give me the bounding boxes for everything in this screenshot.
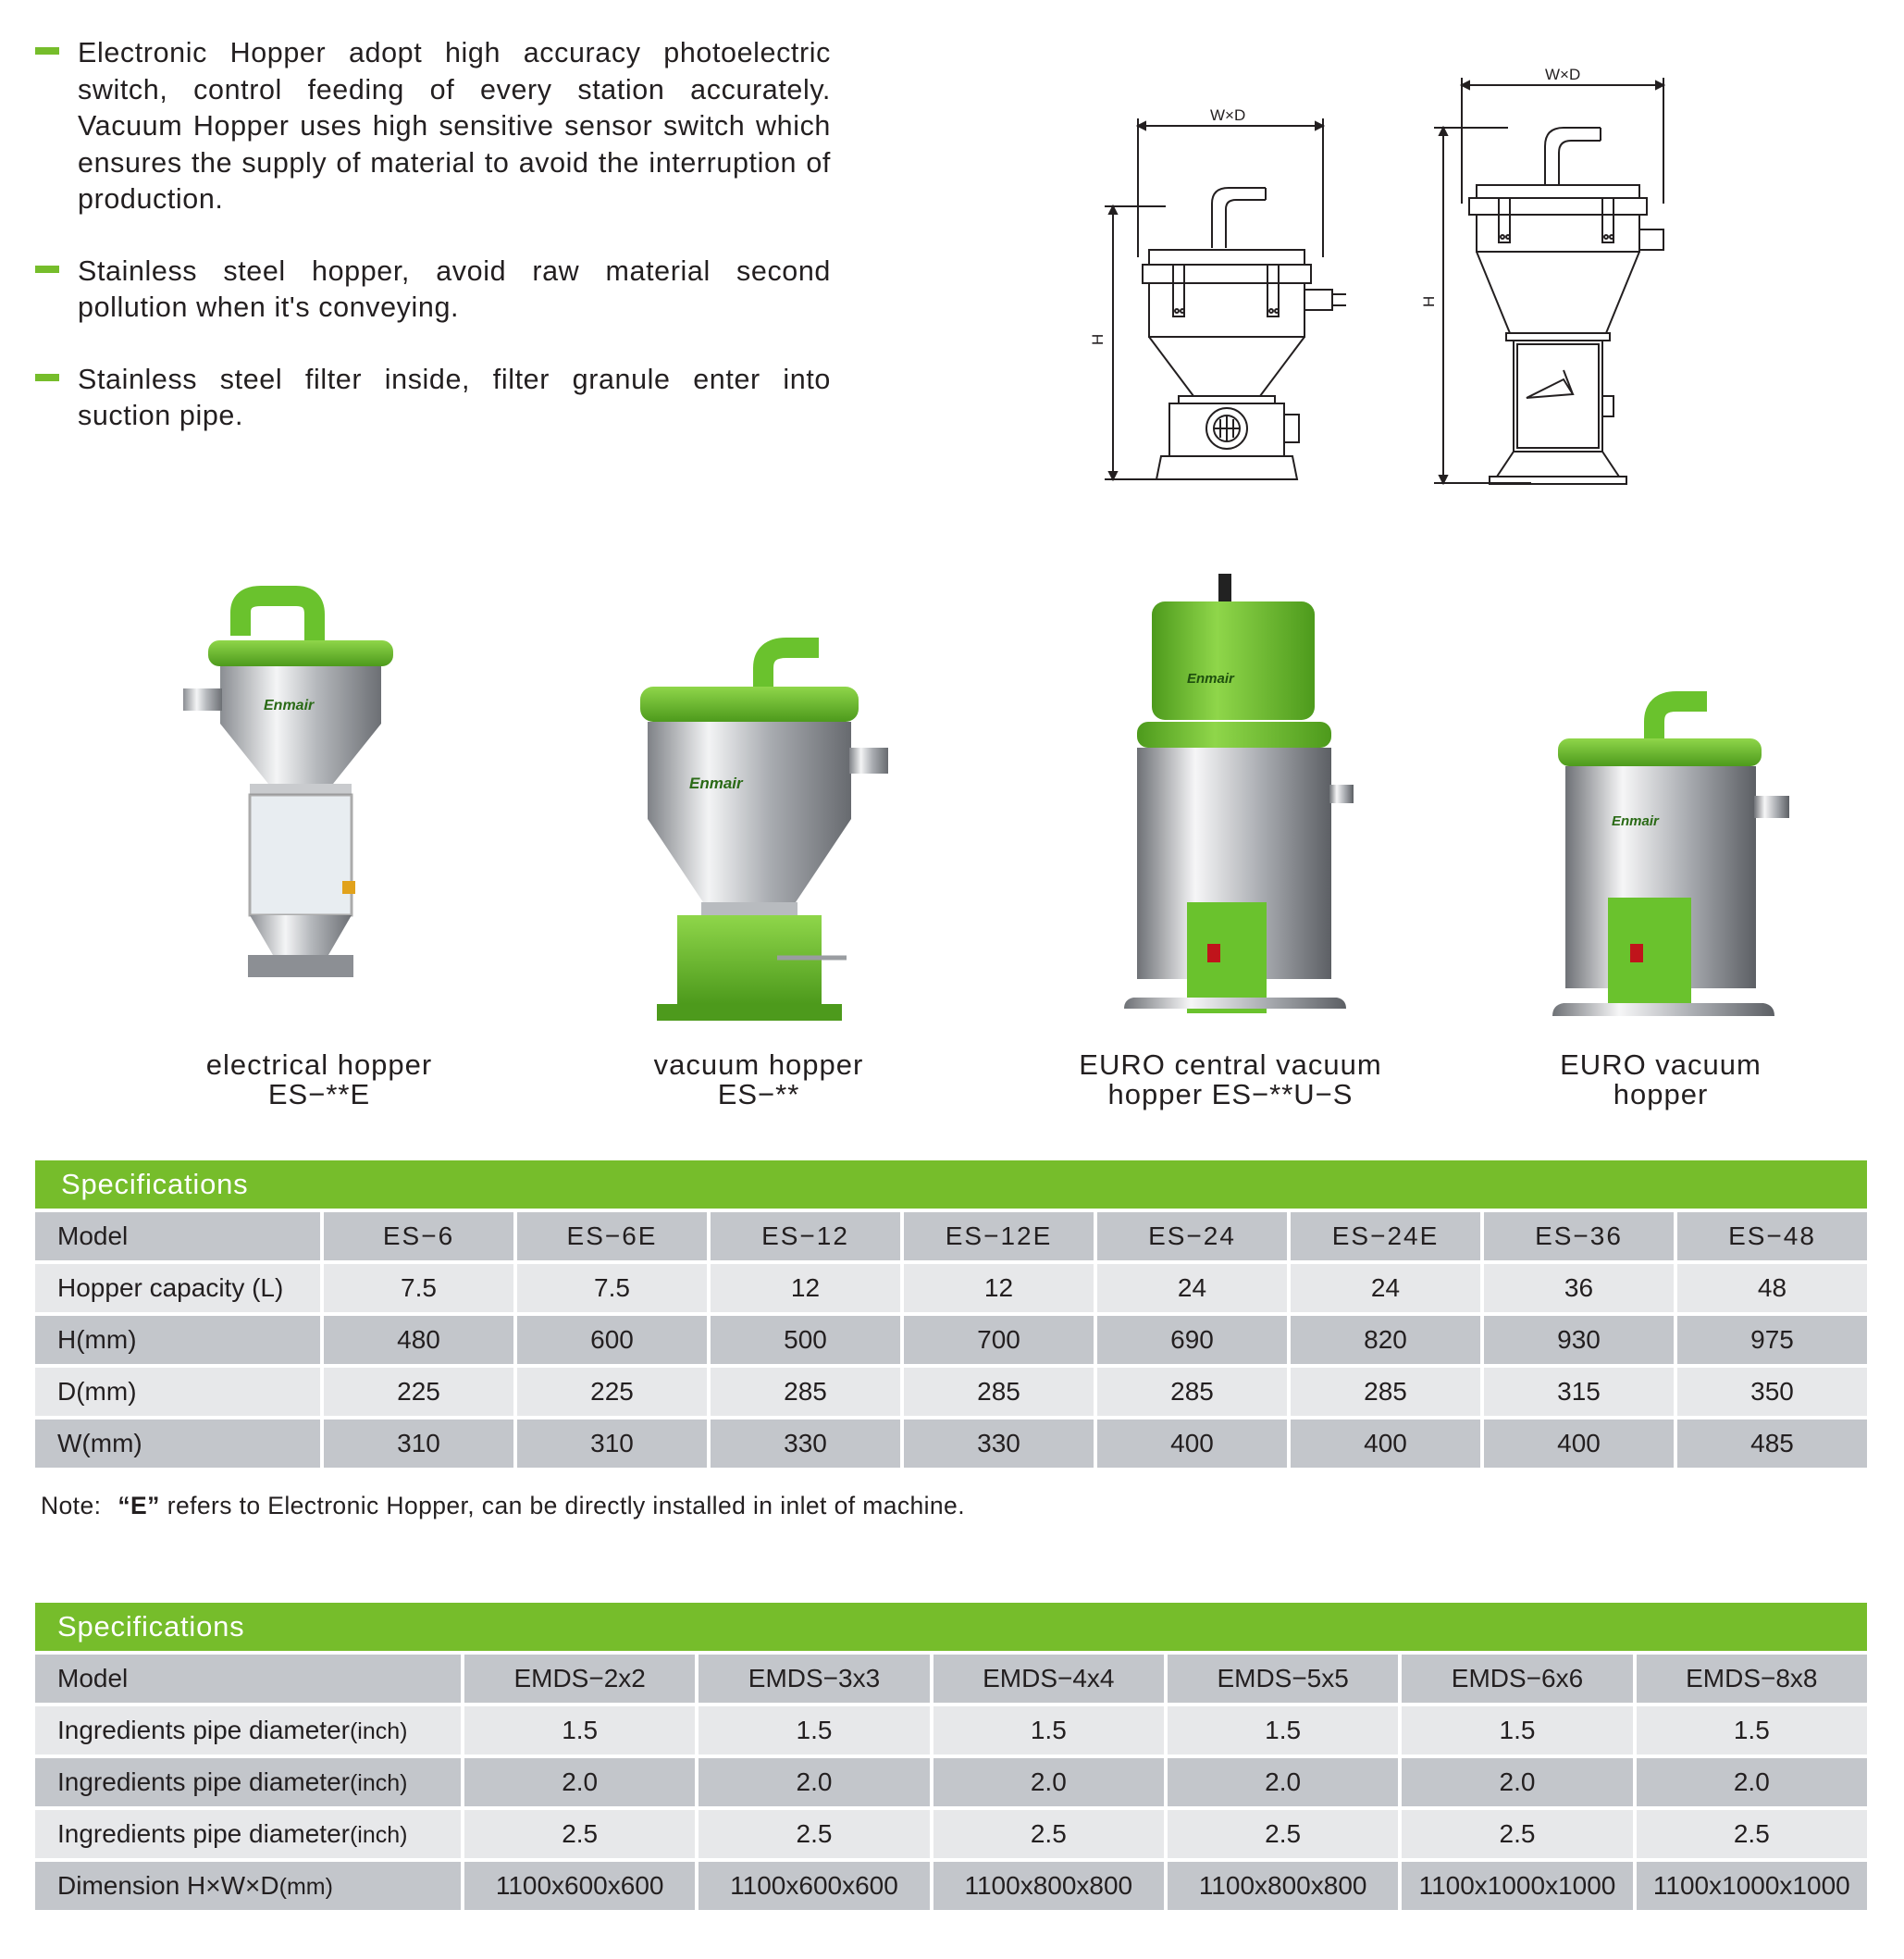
table-cell: 285: [1097, 1368, 1287, 1416]
table-cell: 2.0: [1402, 1758, 1632, 1806]
table-cell: 285: [1291, 1368, 1480, 1416]
table-cell: 690: [1097, 1316, 1287, 1364]
caption-line: ES−**E: [267, 1078, 371, 1110]
table-cell: 315: [1484, 1368, 1674, 1416]
table-cell: 2.5: [1168, 1810, 1398, 1858]
table-cell: 480: [324, 1316, 513, 1364]
table-row: [35, 1264, 1867, 1312]
dim-h-label: H: [1420, 295, 1438, 307]
table-cell: 2.0: [1168, 1758, 1398, 1806]
row-label: H(mm): [35, 1316, 320, 1364]
feature-text: Stainless steel hopper, avoid raw material second pollution when it's conveying.: [78, 254, 831, 323]
row-label: Hopper capacity (L): [35, 1264, 320, 1312]
table-row: [35, 1316, 1867, 1364]
spec-title: Specifications: [35, 1160, 1867, 1209]
note-text: refers to Electronic Hopper, can be directly installed in inlet of machine.: [167, 1492, 965, 1519]
brand-logo: Enmair: [689, 775, 743, 792]
table-cell: 975: [1677, 1316, 1867, 1364]
table-cell: 1100x1000x1000: [1637, 1862, 1867, 1910]
caption-line: EURO vacuum: [1560, 1048, 1762, 1081]
table-cell: 400: [1097, 1420, 1287, 1468]
spec-table: [31, 1651, 1871, 1914]
table-cell: 36: [1484, 1264, 1674, 1312]
table-cell: 600: [517, 1316, 707, 1364]
table-cell: 2.5: [1402, 1810, 1632, 1858]
brand-logo: Enmair: [1187, 671, 1234, 687]
euro-central-vacuum-hopper-image: [1115, 574, 1355, 1036]
row-label: D(mm): [35, 1368, 320, 1416]
table-cell: 12: [904, 1264, 1094, 1312]
table-cell: 225: [517, 1368, 707, 1416]
table-cell: 2.0: [699, 1758, 929, 1806]
table-cell: 820: [1291, 1316, 1480, 1364]
spec-note: [41, 1492, 965, 1520]
table-cell: EMDS−2x2: [464, 1655, 695, 1703]
caption-line: hopper ES−**U−S: [1107, 1078, 1354, 1110]
table-cell: 400: [1484, 1420, 1674, 1468]
product-caption: [180, 1050, 458, 1110]
table-cell: 1100x1000x1000: [1402, 1862, 1632, 1910]
table-cell: 310: [517, 1420, 707, 1468]
table-cell: 350: [1677, 1368, 1867, 1416]
feature-item: [35, 362, 831, 435]
table-cell: 7.5: [517, 1264, 707, 1312]
dim-h-label: H: [1089, 333, 1107, 345]
caption-line: vacuum hopper: [653, 1048, 864, 1081]
brand-logo: Enmair: [264, 698, 315, 713]
table-cell: EMDS−5x5: [1168, 1655, 1398, 1703]
table-row: [35, 1706, 1867, 1754]
table-cell: 2.5: [1637, 1810, 1867, 1858]
table-cell: 310: [324, 1420, 513, 1468]
table-cell: ES−6E: [517, 1212, 707, 1260]
table-cell: 700: [904, 1316, 1094, 1364]
table-row: [35, 1862, 1867, 1910]
vacuum-hopper-image: [620, 629, 897, 1027]
product-caption: [1064, 1050, 1397, 1110]
table-cell: EMDS−6x6: [1402, 1655, 1632, 1703]
table-row: [35, 1420, 1867, 1468]
feature-item: [35, 35, 831, 218]
table-cell: 24: [1291, 1264, 1480, 1312]
dimension-drawing-electrical-hopper: [1089, 100, 1369, 498]
dim-wd-label: W×D: [1545, 66, 1581, 83]
table-cell: 1100x800x800: [1168, 1862, 1398, 1910]
table-cell: 24: [1097, 1264, 1287, 1312]
table-cell: 2.5: [699, 1810, 929, 1858]
table-cell: 2.0: [933, 1758, 1164, 1806]
table-cell: 1.5: [699, 1706, 929, 1754]
table-row: [35, 1368, 1867, 1416]
feature-text: Electronic Hopper adopt high accuracy photoelectric switch, control feeding of every station accurately. Vacuum Hopper uses high sensitive sensor switch which ensures the supply of material to avoid the interruption of production.: [78, 37, 831, 215]
dim-wd-label: W×D: [1210, 106, 1246, 124]
feature-list: [35, 35, 831, 470]
table-cell: 7.5: [324, 1264, 513, 1312]
row-label: Ingredients pipe diameter(inch): [35, 1758, 461, 1806]
bullet-icon: [35, 374, 59, 381]
table-cell: 930: [1484, 1316, 1674, 1364]
table-cell: ES−12: [711, 1212, 900, 1260]
caption-line: hopper: [1613, 1078, 1709, 1110]
note-prefix: Note:: [41, 1492, 102, 1519]
dimension-drawing-vacuum-hopper: [1420, 65, 1702, 500]
table-cell: 285: [711, 1368, 900, 1416]
table-cell: ES−24: [1097, 1212, 1287, 1260]
table-cell: 485: [1677, 1420, 1867, 1468]
table-row: [35, 1758, 1867, 1806]
table-cell: 1.5: [1168, 1706, 1398, 1754]
table-cell: 12: [711, 1264, 900, 1312]
table-row: [35, 1810, 1867, 1858]
table-cell: 500: [711, 1316, 900, 1364]
table-cell: 1100x800x800: [933, 1862, 1164, 1910]
bullet-icon: [35, 266, 59, 273]
feature-item: [35, 254, 831, 327]
table-cell: EMDS−4x4: [933, 1655, 1164, 1703]
caption-line: electrical hopper: [205, 1048, 433, 1081]
table-cell: 1.5: [933, 1706, 1164, 1754]
table-cell: ES−24E: [1291, 1212, 1480, 1260]
electrical-hopper-image: [176, 585, 416, 1020]
feature-text: Stainless steel filter inside, filter granule enter into suction pipe.: [78, 363, 831, 431]
table-cell: EMDS−8x8: [1637, 1655, 1867, 1703]
row-label: Dimension H×W×D(mm): [35, 1862, 461, 1910]
spec-title: Specifications: [35, 1603, 1867, 1651]
product-caption: [1522, 1050, 1799, 1110]
row-label: Ingredients pipe diameter(inch): [35, 1810, 461, 1858]
table-cell: ES−36: [1484, 1212, 1674, 1260]
table-cell: 285: [904, 1368, 1094, 1416]
table-cell: 48: [1677, 1264, 1867, 1312]
caption-line: EURO central vacuum: [1079, 1048, 1382, 1081]
row-label: W(mm): [35, 1420, 320, 1468]
table-cell: 1.5: [1402, 1706, 1632, 1754]
table-cell: 2.5: [933, 1810, 1164, 1858]
emds-specifications: [35, 1603, 1867, 1914]
row-label: Model: [35, 1655, 461, 1703]
spec-table: [31, 1209, 1871, 1471]
hopper-specifications: [35, 1160, 1867, 1471]
table-cell: 1.5: [464, 1706, 695, 1754]
note-quoted: “E”: [117, 1492, 160, 1519]
table-cell: 330: [711, 1420, 900, 1468]
table-cell: 1100x600x600: [464, 1862, 695, 1910]
table-cell: EMDS−3x3: [699, 1655, 929, 1703]
table-cell: ES−6: [324, 1212, 513, 1260]
table-cell: 1100x600x600: [699, 1862, 929, 1910]
euro-vacuum-hopper-image: [1545, 685, 1795, 1036]
table-cell: 400: [1291, 1420, 1480, 1468]
brand-logo: Enmair: [1612, 813, 1659, 829]
product-caption: [620, 1050, 897, 1110]
bullet-icon: [35, 47, 59, 55]
table-cell: ES−48: [1677, 1212, 1867, 1260]
row-label: Model: [35, 1212, 320, 1260]
table-row: [35, 1655, 1867, 1703]
table-cell: ES−12E: [904, 1212, 1094, 1260]
table-row: [35, 1212, 1867, 1260]
table-cell: 225: [324, 1368, 513, 1416]
table-cell: 330: [904, 1420, 1094, 1468]
table-cell: 1.5: [1637, 1706, 1867, 1754]
row-label: Ingredients pipe diameter(inch): [35, 1706, 461, 1754]
caption-line: ES−**: [717, 1078, 800, 1110]
table-cell: 2.5: [464, 1810, 695, 1858]
table-cell: 2.0: [464, 1758, 695, 1806]
table-cell: 2.0: [1637, 1758, 1867, 1806]
